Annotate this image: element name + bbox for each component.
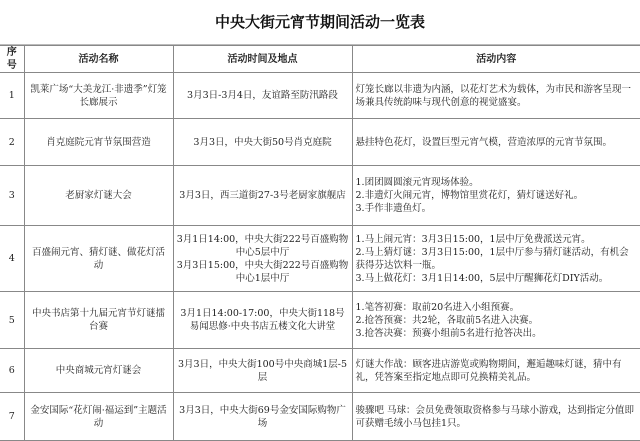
header-content: 活动内容 bbox=[352, 46, 640, 73]
table-row bbox=[0, 226, 640, 292]
activity-name: 肖克庭院元宵节氛围营造 bbox=[24, 119, 173, 166]
table-row bbox=[0, 349, 640, 393]
table-row bbox=[0, 119, 640, 166]
activity-content: 悬挂特色花灯，设置巨型元宵气模，营造浓厚的元宵节氛围。 bbox=[352, 119, 640, 166]
activity-time-location: 3月3日，中央大街69号金安国际购物广场 bbox=[173, 393, 352, 441]
activity-content: 灯笼长廊以非遗为内涵，以花灯艺术为载体，为市民和游客呈现一场兼具传统韵味与现代创意的视觉盛宴。 bbox=[352, 73, 640, 119]
activity-time-location: 3月3日，中央大街100号中央商城1层-5层 bbox=[173, 349, 352, 393]
activity-name: 中央书店第十九届元宵节灯谜擂台赛 bbox=[24, 292, 173, 349]
table-header-row bbox=[0, 46, 640, 73]
header-time-location: 活动时间及地点 bbox=[173, 46, 352, 73]
activity-content: 1.团团圆圆滚元宵现场体验。 2.非遗灯火闹元宵，博物馆里赏花灯，猜灯谜送好礼。 3.手作非遗鱼灯。 bbox=[352, 166, 640, 226]
activity-name: 凯莱广场“大美龙江·非遗季”灯笼长廊展示 bbox=[24, 73, 173, 119]
row-number: 6 bbox=[0, 349, 24, 393]
activity-content: 1.马上闹元宵：3月3日15:00，1层中厅免费派送元宵。 2.马上猜灯谜：3月3日15:00，1层中厅参与猜灯谜活动，有机会获得芬达饮料一瓶。 3.马上做花灯：3月1日14:00，5层中厅醒狮花灯DIY活动。 bbox=[352, 226, 640, 292]
row-number: 1 bbox=[0, 73, 24, 119]
header-name: 活动名称 bbox=[24, 46, 173, 73]
table-row bbox=[0, 166, 640, 226]
activity-time-location: 3月3日，西三道街27-3号老厨家旗舰店 bbox=[173, 166, 352, 226]
activity-table bbox=[0, 45, 640, 441]
activity-name: 金安国际“花灯闹·福运到”主题活动 bbox=[24, 393, 173, 441]
activity-name: 中央商城元宵灯谜会 bbox=[24, 349, 173, 393]
row-number: 4 bbox=[0, 226, 24, 292]
row-number: 3 bbox=[0, 166, 24, 226]
table-row bbox=[0, 292, 640, 349]
activity-content: 灯谜大作战：顾客进店游览或购物期间，邂逅趣味灯谜，猜中有礼，凭答案至指定地点即可兑换精美礼品。 bbox=[352, 349, 640, 393]
table-row bbox=[0, 393, 640, 441]
activity-name: 百盛闹元宵、猜灯谜、做花灯活动 bbox=[24, 226, 173, 292]
header-no: 序号 bbox=[0, 46, 24, 73]
page-title: 中央大街元宵节期间活动一览表 bbox=[0, 0, 640, 45]
row-number: 7 bbox=[0, 393, 24, 441]
row-number: 5 bbox=[0, 292, 24, 349]
activity-time-location: 3月3日，中央大街50号肖克庭院 bbox=[173, 119, 352, 166]
activity-time-location: 3月3日-3月4日，友谊路至防汛路段 bbox=[173, 73, 352, 119]
activity-content: 骏骤吧 马球：会员免费领取资格参与马球小游戏，达到指定分值即可获赠毛绒小马包挂1只。 bbox=[352, 393, 640, 441]
activity-content: 1.笔答初赛：取前20名进入小组预赛。 2.抢答预赛：共2轮，各取前5名进入决赛。 3.抢答决赛：预赛小组前5名进行抢答决出。 bbox=[352, 292, 640, 349]
activity-time-location: 3月1日14:00-17:00，中央大街118号易闻思修·中央书店五楼文化大讲堂 bbox=[173, 292, 352, 349]
activity-name: 老厨家灯谜大会 bbox=[24, 166, 173, 226]
row-number: 2 bbox=[0, 119, 24, 166]
activity-time-location: 3月1日14:00，中央大街222号百盛购物中心5层中厅 3月3日15:00，中央大街222号百盛购物中心1层中厅 bbox=[173, 226, 352, 292]
table-row bbox=[0, 73, 640, 119]
